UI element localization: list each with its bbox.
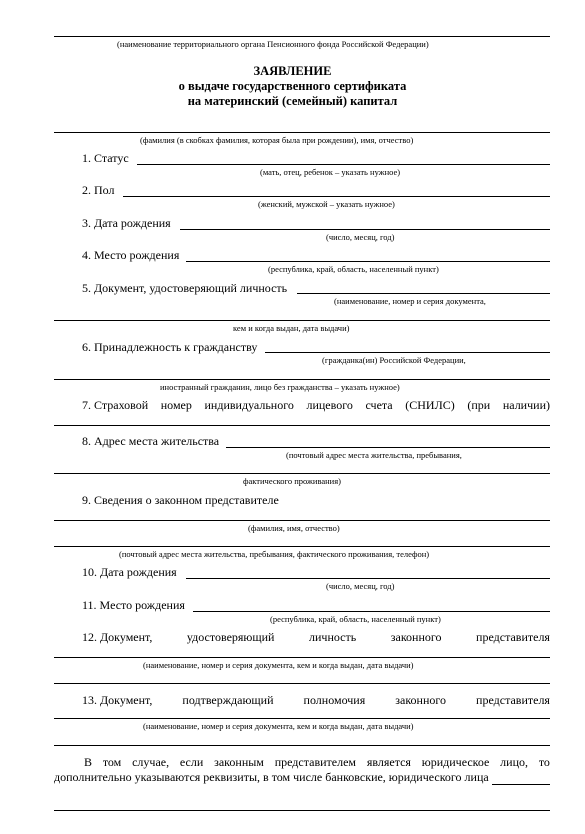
note-word: является — [366, 755, 411, 769]
document-caption-2: кем и когда выдан, дата выдачи) — [233, 323, 350, 333]
birthdate-label: 3. Дата рождения — [82, 216, 171, 230]
document-line-2[interactable] — [54, 320, 550, 321]
citizenship-label: 6. Принадлежность к гражданству — [82, 340, 258, 354]
snils-word: (СНИЛС) — [405, 398, 455, 412]
citizenship-line-1[interactable] — [265, 352, 550, 353]
rep-document-label — [82, 630, 550, 644]
rep-authority-line[interactable] — [54, 718, 550, 719]
fio-line[interactable] — [54, 132, 550, 133]
rep-doc-word: удостоверяющий — [186, 630, 275, 644]
rep-auth-word: законного — [395, 693, 447, 707]
rep-birthdate-caption: (число, месяц, год) — [326, 581, 395, 591]
citizenship-caption-2: иностранный гражданин, лицо без гражданства – указать нужное) — [160, 382, 400, 392]
snils-word: номер — [160, 398, 192, 412]
rep-document-line[interactable] — [54, 657, 550, 658]
rep-auth-word: полномочия — [303, 693, 366, 707]
rep-birthdate-line[interactable] — [186, 578, 550, 579]
citizenship-line-2[interactable] — [54, 379, 550, 380]
status-caption: (мать, отец, ребенок – указать нужное) — [260, 167, 401, 177]
org-name-caption: (наименование территориального органа Пенсионного фонда Российской Федерации) — [117, 39, 429, 49]
note-word: представителем — [274, 755, 357, 769]
rep-birthplace-line[interactable] — [193, 611, 550, 612]
rep-auth-word: 13. Документ, — [82, 693, 153, 707]
snils-word: лицевого — [306, 398, 353, 412]
status-line[interactable] — [137, 164, 550, 165]
rep-document-caption: (наименование, номер и серия документа, кем и когда выдан, дата выдачи) — [143, 660, 414, 670]
snils-line[interactable] — [54, 425, 550, 426]
rep-label: 9. Сведения о законном представителе — [82, 493, 279, 507]
note-word: то — [538, 755, 550, 769]
gender-label: 2. Пол — [82, 183, 115, 197]
org-name-line[interactable] — [54, 36, 550, 37]
rep-authority-line-2[interactable] — [54, 745, 550, 746]
birthplace-label: 4. Место рождения — [82, 248, 180, 262]
note-word: случае, — [132, 755, 170, 769]
form-title: ЗАЯВЛЕНИЕ — [253, 64, 332, 78]
snils-word: индивидуального — [204, 398, 294, 412]
address-label: 8. Адрес места жительства — [82, 434, 220, 448]
snils-word: наличии) — [502, 398, 550, 412]
snils-label — [82, 398, 550, 412]
legal-entity-note — [54, 755, 550, 785]
address-line-1[interactable] — [226, 447, 550, 448]
rep-doc-word: законного — [390, 630, 442, 644]
document-label: 5. Документ, удостоверяющий личность — [82, 281, 288, 295]
note-word: юридическое — [421, 755, 490, 769]
rep-authority-label — [82, 693, 550, 707]
legal-entity-line-2[interactable] — [54, 810, 550, 811]
note-word: если — [179, 755, 204, 769]
rep-fio-caption: (фамилия, имя, отчество) — [248, 523, 340, 533]
rep-birthplace-label: 11. Место рождения — [82, 598, 185, 612]
gender-line[interactable] — [123, 196, 550, 197]
birthplace-line[interactable] — [186, 261, 550, 262]
status-label: 1. Статус — [82, 151, 129, 165]
rep-doc-word: представителя — [476, 630, 550, 644]
legal-entity-line-1[interactable] — [492, 784, 550, 785]
rep-address-line[interactable] — [54, 546, 550, 547]
birthdate-caption: (число, месяц, год) — [326, 232, 395, 242]
address-caption-2: фактического проживания) — [243, 476, 341, 486]
address-caption-1: (почтовый адрес места жительства, пребывания, — [286, 450, 462, 460]
snils-word: счета — [365, 398, 393, 412]
form-subtitle-2: на материнский (семейный) капитал — [187, 94, 398, 108]
rep-doc-word: личность — [309, 630, 357, 644]
snils-word: 7. Страховой — [82, 398, 149, 412]
form-subtitle-1: о выдаче государственного сертификата — [178, 79, 407, 93]
note-word: В — [84, 755, 93, 769]
rep-address-caption: (почтовый адрес места жительства, пребывания, фактического проживания, телефон) — [119, 549, 430, 559]
note-line-2: дополнительно указываются реквизиты, в том числе банковские, юридического лица — [54, 770, 489, 784]
rep-birthdate-label: 10. Дата рождения — [82, 565, 177, 579]
rep-fio-line[interactable] — [54, 520, 550, 521]
note-word: лицо, — [500, 755, 529, 769]
rep-birthplace-caption: (республика, край, область, населенный пункт) — [270, 614, 441, 624]
note-word: том — [102, 755, 122, 769]
document-line-1[interactable] — [297, 293, 550, 294]
address-line-2[interactable] — [54, 473, 550, 474]
rep-auth-word: подтверждающий — [182, 693, 274, 707]
document-caption-1: (наименование, номер и серия документа, — [334, 296, 486, 306]
rep-doc-word: 12. Документ, — [82, 630, 153, 644]
citizenship-caption-1: (гражданка(ин) Российской Федерации, — [322, 355, 466, 365]
snils-word: (при — [467, 398, 491, 412]
gender-caption: (женский, мужской – указать нужное) — [258, 199, 395, 209]
birthdate-line[interactable] — [180, 229, 550, 230]
rep-authority-caption: (наименование, номер и серия документа, кем и когда выдан, дата выдачи) — [143, 721, 414, 731]
birthplace-caption: (республика, край, область, населенный пункт) — [268, 264, 439, 274]
fio-caption: (фамилия (в скобках фамилия, которая была при рождении), имя, отчество) — [140, 135, 414, 145]
rep-auth-word: представителя — [476, 693, 550, 707]
rep-document-line-2[interactable] — [54, 683, 550, 684]
note-word: законным — [214, 755, 264, 769]
